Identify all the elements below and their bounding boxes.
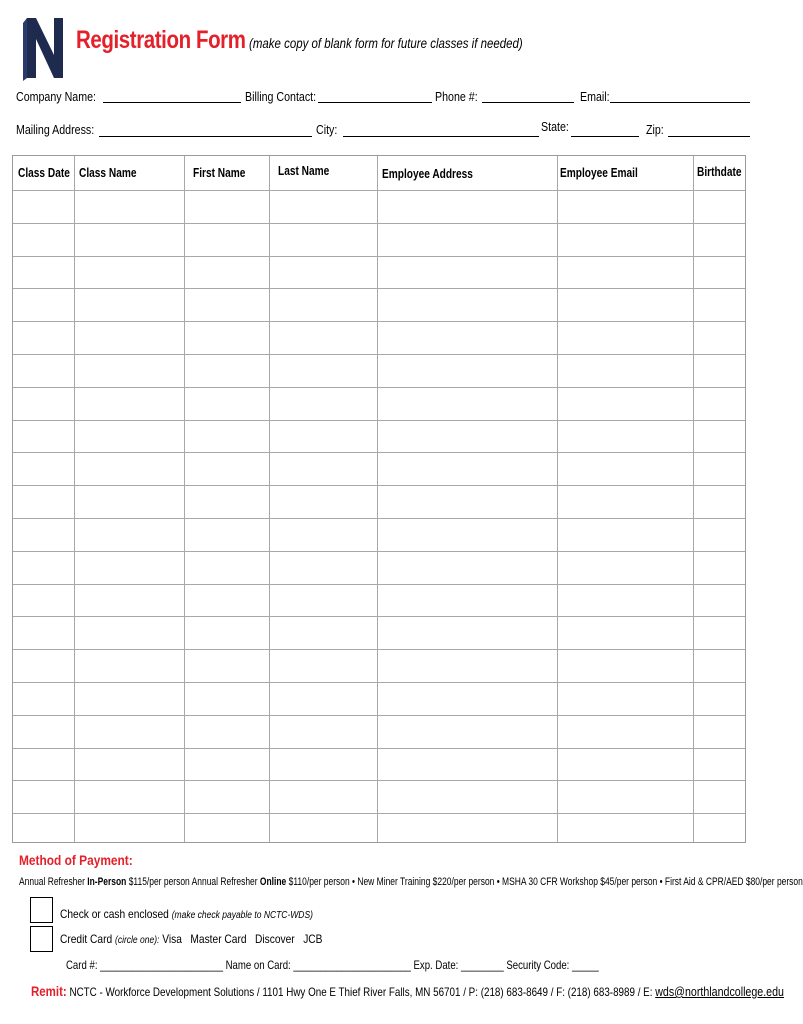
- pricing-segment: Online: [259, 876, 287, 888]
- page-title: Registration Form: [76, 26, 246, 54]
- column-header-employee-email: Employee Email: [560, 165, 638, 180]
- table-row[interactable]: [13, 813, 745, 814]
- email-label: Email:: [580, 89, 610, 104]
- card-details-line[interactable]: Card #: _______________________ Name on Card: ______________________ Exp. Date: ________ Security Code: _____: [66, 958, 599, 972]
- check-cash-option: [60, 907, 313, 921]
- college-logo: [22, 15, 68, 83]
- company-name-label: Company Name:: [16, 89, 96, 104]
- mailing-address-label: Mailing Address:: [16, 122, 95, 137]
- form-title: [76, 26, 583, 55]
- city-label: City:: [316, 122, 338, 137]
- credit-card-checkbox[interactable]: [30, 926, 53, 952]
- table-row[interactable]: [13, 518, 745, 519]
- table-row[interactable]: [13, 551, 745, 552]
- column-header-first-name: First Name: [193, 165, 246, 180]
- table-row[interactable]: [13, 354, 745, 355]
- table-column-divider: [557, 156, 558, 842]
- table-row[interactable]: [13, 485, 745, 486]
- mailing-address-field[interactable]: [99, 136, 312, 137]
- phone-field[interactable]: [482, 102, 574, 103]
- table-column-divider: [693, 156, 694, 842]
- pricing-line: [19, 876, 803, 888]
- remit-email-link[interactable]: wds@northlandcollege.edu: [655, 984, 784, 999]
- company-name-field[interactable]: [103, 102, 241, 103]
- table-row[interactable]: [13, 190, 745, 191]
- pricing-segment: In-Person: [87, 876, 127, 888]
- column-header-birthdate: Birthdate: [697, 164, 742, 179]
- remit-address: NCTC - Workforce Development Solutions / 1101 Hwy One E Thief River Falls, MN 56701 / P: (218) 683-8649 / F: (218) 683-8989 / E:: [69, 985, 653, 999]
- table-row[interactable]: [13, 715, 745, 716]
- credit-card-label: Credit Card: [60, 932, 113, 946]
- pricing-segment: Annual Refresher: [19, 876, 88, 888]
- table-row[interactable]: [13, 256, 745, 257]
- table-column-divider: [184, 156, 185, 842]
- check-cash-checkbox[interactable]: [30, 897, 53, 923]
- remit-line: [31, 983, 784, 999]
- table-row[interactable]: [13, 584, 745, 585]
- state-label: State:: [541, 119, 569, 134]
- credit-card-note: (circle one):: [114, 935, 160, 946]
- table-row[interactable]: [13, 748, 745, 749]
- table-row[interactable]: [13, 321, 745, 322]
- table-row[interactable]: [13, 223, 745, 224]
- card-types: Visa Master Card Discover JCB: [162, 932, 323, 946]
- check-payable-note: (make check payable to NCTC-WDS): [171, 910, 313, 921]
- column-header-class-name: Class Name: [79, 165, 137, 180]
- payment-method-title: Method of Payment:: [19, 852, 133, 868]
- pricing-segment: $115/per person Annual Refresher: [126, 876, 260, 888]
- table-row[interactable]: [13, 616, 745, 617]
- table-row[interactable]: [13, 452, 745, 453]
- billing-contact-label: Billing Contact:: [245, 89, 317, 104]
- zip-label: Zip:: [646, 122, 664, 137]
- remit-label: Remit:: [31, 983, 67, 999]
- column-header-last-name: Last Name: [278, 163, 330, 178]
- pricing-segment: $110/per person • New Miner Training $220/per person • MSHA 30 CFR Workshop $45/per person • First Aid & CPR/AED $80/per person: [286, 876, 803, 888]
- zip-field[interactable]: [668, 136, 750, 137]
- column-header-employee-address: Employee Address: [382, 166, 473, 181]
- city-field[interactable]: [343, 136, 539, 137]
- table-column-divider: [269, 156, 270, 842]
- table-row[interactable]: [13, 387, 745, 388]
- table-column-divider: [74, 156, 75, 842]
- table-row[interactable]: [13, 649, 745, 650]
- state-field[interactable]: [571, 136, 639, 137]
- table-row[interactable]: [13, 288, 745, 289]
- email-field[interactable]: [610, 102, 750, 103]
- table-row[interactable]: [13, 682, 745, 683]
- page-subtitle: (make copy of blank form for future classes if needed): [249, 35, 523, 51]
- credit-card-option: [60, 932, 322, 946]
- table-row[interactable]: [13, 780, 745, 781]
- billing-contact-field[interactable]: [318, 102, 432, 103]
- column-header-class-date: Class Date: [18, 165, 70, 180]
- registration-table: [12, 155, 746, 843]
- phone-label: Phone #:: [435, 89, 478, 104]
- table-row[interactable]: [13, 420, 745, 421]
- table-column-divider: [377, 156, 378, 842]
- check-cash-label: Check or cash enclosed: [60, 907, 169, 921]
